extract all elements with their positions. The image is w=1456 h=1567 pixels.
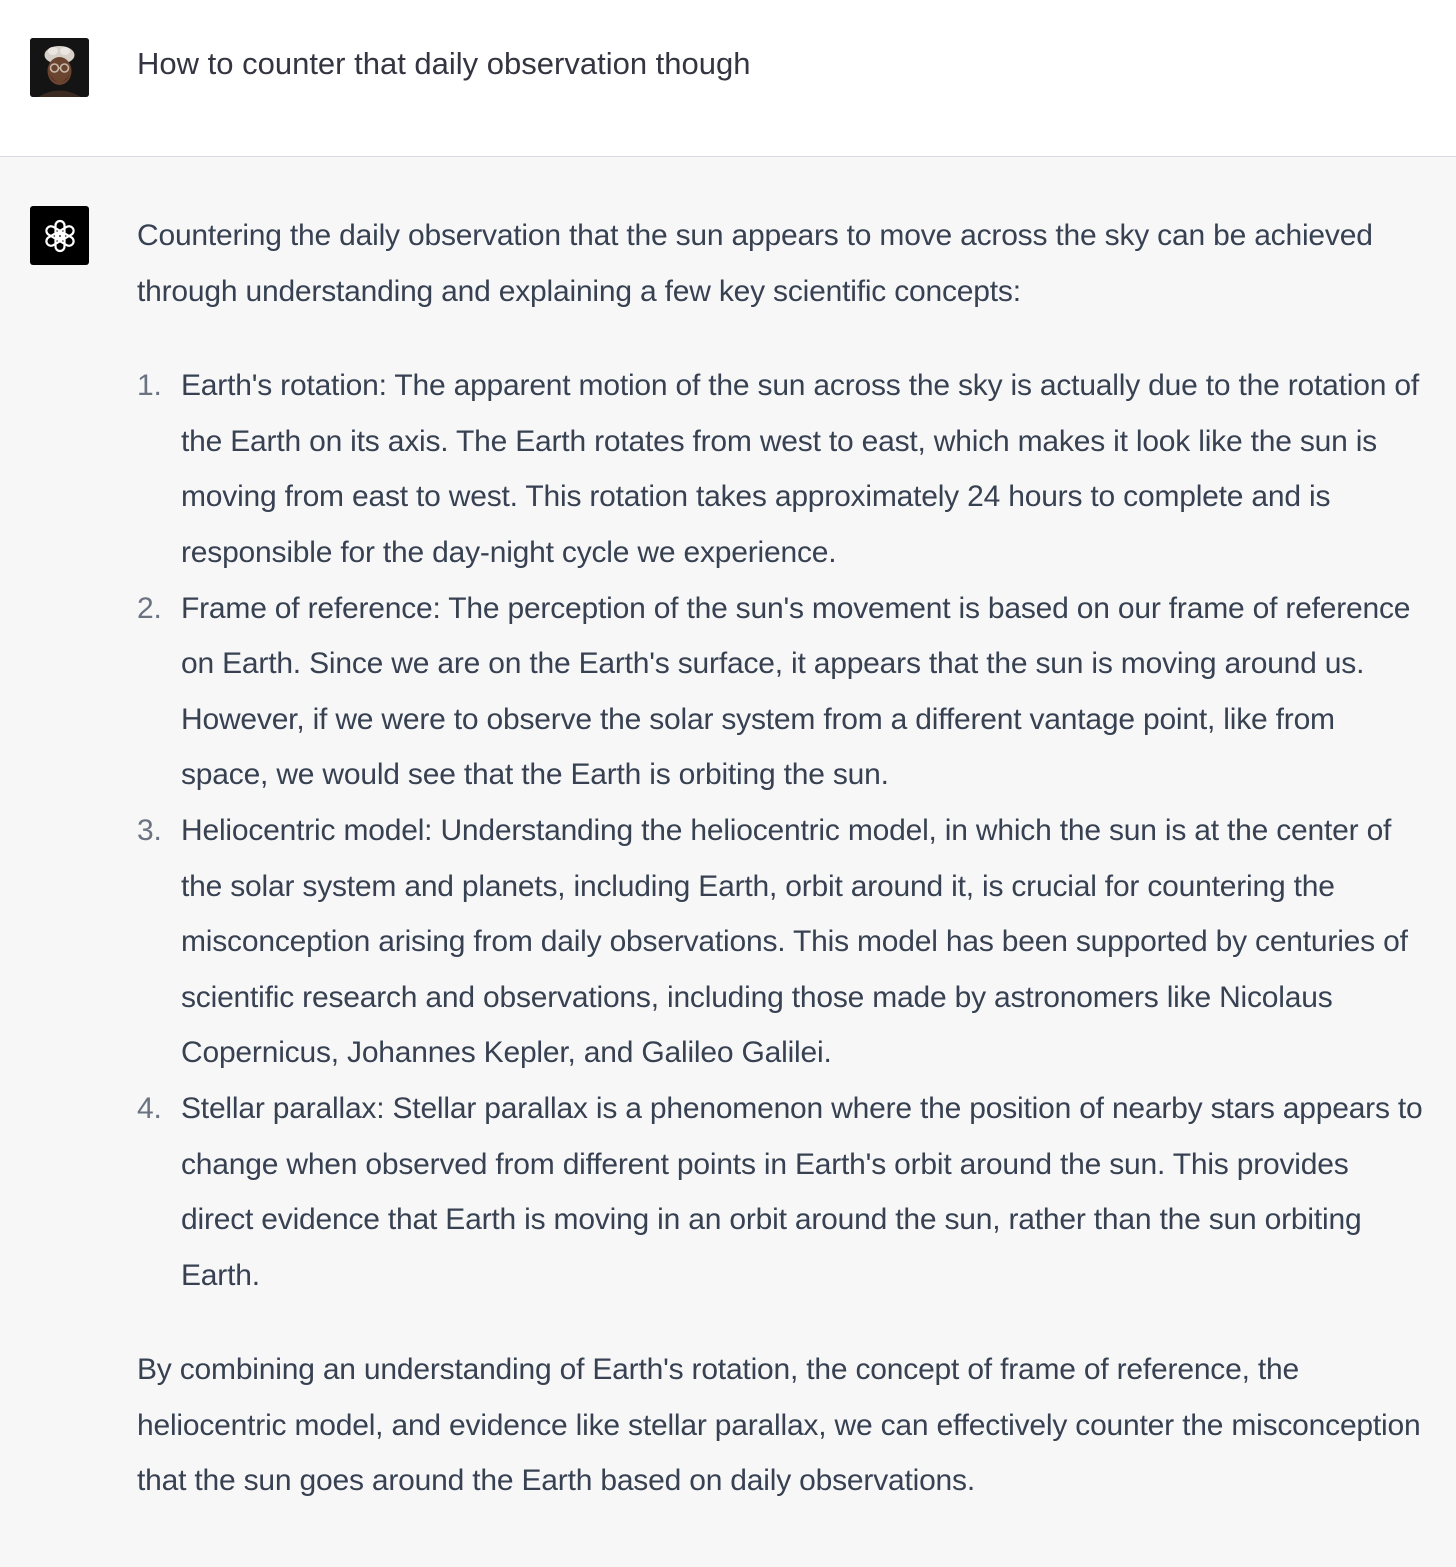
list-item-number: 1. [137,369,162,403]
openai-logo-icon [30,206,89,265]
user-message-text: How to counter that daily observation though [137,46,751,81]
assistant-message-row [0,157,1456,1566]
list-item [137,581,1427,803]
list-item-number: 3. [137,813,162,847]
key-concepts-list [137,358,1427,1303]
list-item-text: Earth's rotation: The apparent motion of the sun across the sky is actually due to the rotation of the Earth on its axis. The Earth rotates from west to east, which makes it look like the sun is moving from east to west. This rotation takes approximately 24 hours to complete and is responsible for the day-night cycle we experience. [181,369,1419,569]
list-item-number: 2. [137,591,162,625]
list-item-text: Stellar parallax: Stellar parallax is a phenomenon where the position of nearby stars appears to change when observed from different points in Earth's orbit around the sun. This provides direct evidence that Earth is moving in an orbit around the sun, rather than the sun orbiting Earth. [181,1091,1423,1292]
list-item [137,1081,1427,1303]
user-message-row [0,0,1456,157]
memoji-avatar-icon [30,38,89,97]
list-item [137,803,1427,1081]
list-item-text: Heliocentric model: Understanding the heliocentric model, in which the sun is at the center of the solar system and planets, including Earth, orbit around it, is crucial for countering the misconception arising from daily observations. This model has been supported by centuries of scientific research and observations, including those made by astronomers like Nicolaus Copernicus, Johannes Kepler, and Galileo Galilei. [181,813,1408,1070]
list-item-text: Frame of reference: The perception of the sun's movement is based on our frame of reference on Earth. Since we are on the Earth's surface, it appears that the sun is moving around us. However, if we were to observe the solar system from a different vantage point, like from space, we would see that the Earth is orbiting the sun. [181,591,1411,792]
assistant-intro-paragraph: Countering the daily observation that the sun appears to move across the sky can be achieved through understanding and explaining a few key scientific concepts: [137,219,1373,308]
list-item-number: 4. [137,1091,162,1125]
list-item [137,358,1427,580]
assistant-message-body [137,208,1427,1509]
assistant-conclusion-paragraph: By combining an understanding of Earth's rotation, the concept of frame of reference, the heliocentric model, and evidence like stellar parallax, we can effectively counter the misconception that the sun goes around the Earth based on daily observations. [137,1353,1421,1498]
